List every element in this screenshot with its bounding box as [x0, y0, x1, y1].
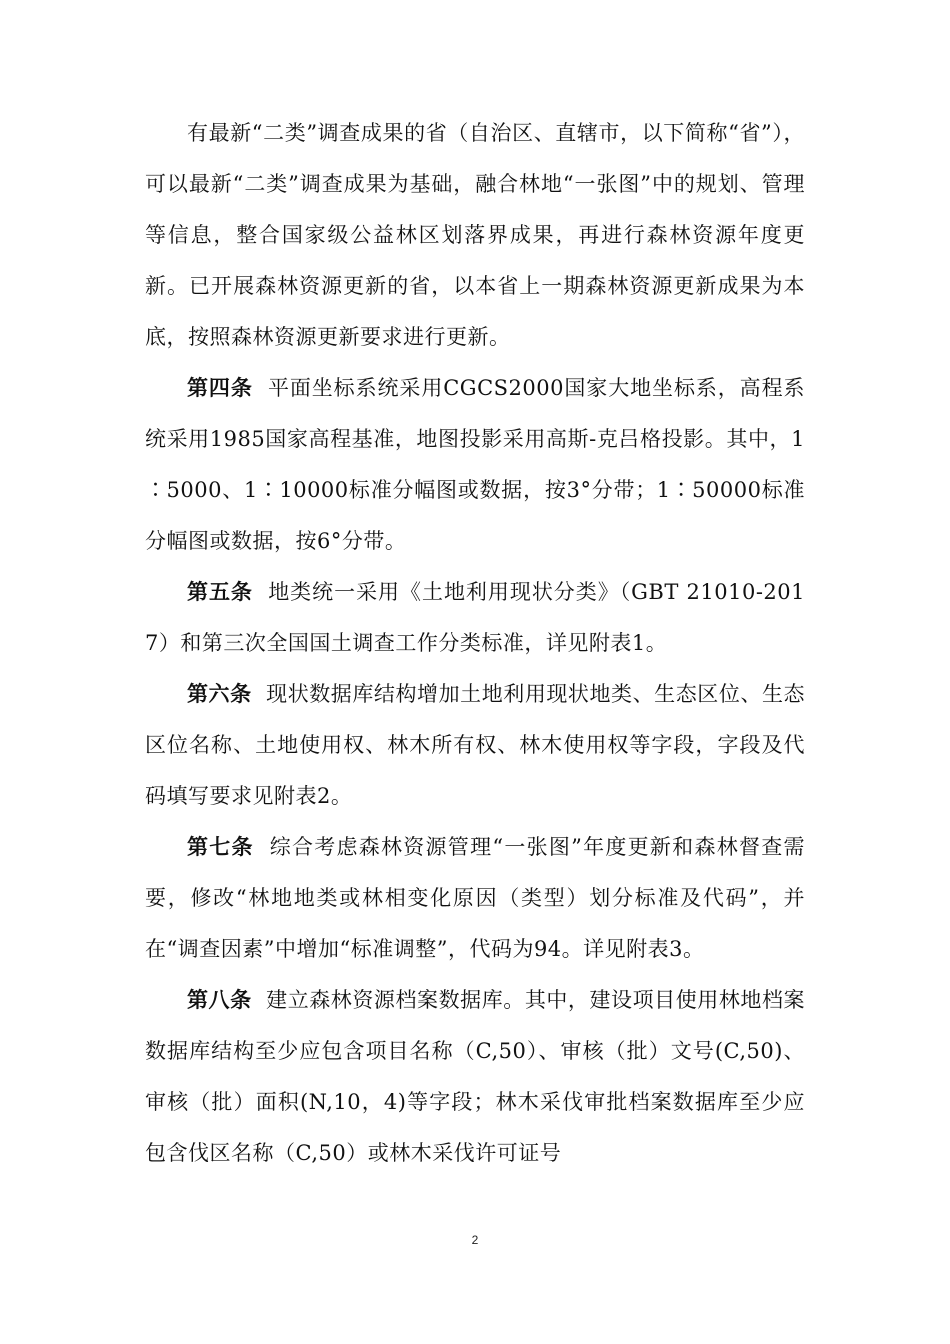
- paragraph-article-5: [145, 567, 805, 669]
- paragraph-text: 地类统一采用《土地利用现状分类》（GBT 21010-2017）和第三次全国国土调查工作分类标准，详见附表1。: [145, 580, 805, 655]
- paragraph-intro: [145, 108, 805, 363]
- paragraph-article-4: [145, 363, 805, 567]
- article-heading: 第八条: [187, 988, 252, 1012]
- page-number: 2: [471, 1233, 479, 1247]
- article-heading: 第六条: [187, 682, 252, 706]
- paragraph-text: 有最新“二类”调查成果的省（自治区、直辖市，以下简称“省”），可以最新“二类”调查成果为基础，融合林地“一张图”中的规划、管理等信息，整合国家级公益林区划落界成果，再进行森林资源年度更新。已开展森林资源更新的省，以本省上一期森林资源更新成果为本底，按照森林资源更新要求进行更新。: [145, 121, 805, 349]
- paragraph-article-8: [145, 975, 805, 1179]
- paragraph-text: 现状数据库结构增加土地利用现状地类、生态区位、生态区位名称、土地使用权、林木所有权、林木使用权等字段，字段及代码填写要求见附表2。: [145, 682, 805, 808]
- article-heading: 第四条: [187, 376, 253, 400]
- article-heading: 第五条: [187, 580, 253, 604]
- paragraph-article-7: [145, 822, 805, 975]
- paragraph-text: 平面坐标系统采用CGCS2000国家大地坐标系，高程系统采用1985国家高程基准，地图投影采用高斯-克吕格投影。其中，1∶5000、1∶10000标准分幅图或数据，按3°分带；1∶50000标准分幅图或数据，按6°分带。: [145, 376, 806, 553]
- article-heading: 第七条: [187, 835, 254, 859]
- paragraph-text: 建立森林资源档案数据库。其中，建设项目使用林地档案数据库结构至少应包含项目名称（C,50）、审核（批）文号(C,50)、审核（批）面积(N,10，4)等字段；林木采伐审批档案数据库至少应包含伐区名称（C,50）或林木采伐许可证号: [145, 988, 805, 1165]
- document-body: [145, 108, 805, 1179]
- paragraph-text: 综合考虑森林资源管理“一张图”年度更新和森林督查需要，修改“林地地类或林相变化原因（类型）划分标准及代码”，并在“调查因素”中增加“标准调整”，代码为94。详见附表3。: [145, 835, 805, 961]
- paragraph-article-6: [145, 669, 805, 822]
